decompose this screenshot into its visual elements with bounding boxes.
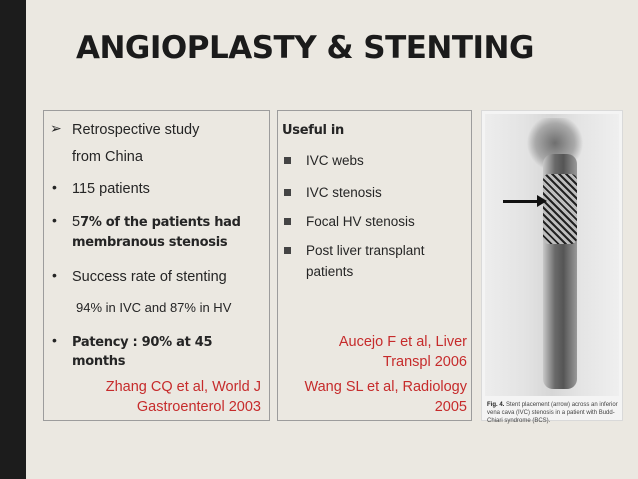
useful-in-heading: Useful in <box>282 123 345 138</box>
success-rate-text: Success rate of stenting <box>72 269 227 285</box>
square-bullet-icon <box>284 189 291 196</box>
left-content-box <box>43 110 270 421</box>
square-bullet-icon <box>284 247 291 254</box>
left-accent-bar <box>0 0 26 479</box>
square-bullet-icon <box>284 218 291 225</box>
bullet-icon: • <box>52 212 57 228</box>
patients-count-text: 115 patients <box>72 181 150 197</box>
aucejo-reference: Aucejo F et al, Liver <box>338 334 467 350</box>
wang-reference: Wang SL et al, Radiology <box>304 379 467 395</box>
zhang-reference: Zhang CQ et al, World J <box>105 379 261 395</box>
useful-item: Focal HV stenosis <box>306 214 415 229</box>
arrow-icon <box>503 200 539 203</box>
zhang-reference-cont: Gastroenterol 2003 <box>136 399 261 415</box>
useful-item: Post liver transplant <box>306 243 425 258</box>
bullet-icon: • <box>52 332 57 348</box>
retrospective-text-cont: from China <box>72 149 143 165</box>
membranous-stenosis-text: 57% of the patients had <box>72 214 241 230</box>
venogram-figure <box>481 110 623 424</box>
slide-title: ANGIOPLASTY & STENTING <box>76 30 534 66</box>
square-bullet-icon <box>284 157 291 164</box>
bullet-icon: • <box>52 267 57 283</box>
useful-item: IVC webs <box>306 153 364 168</box>
venogram-image <box>485 114 619 396</box>
useful-item: IVC stenosis <box>306 185 382 200</box>
retrospective-text: Retrospective study <box>72 122 200 138</box>
arrow-bullet-icon: ➢ <box>50 120 62 136</box>
aucejo-reference-cont: Transpl 2006 <box>382 354 467 370</box>
figure-caption: Fig. 4. Stent placement (arrow) across an inferior vena cava (IVC) stenosis in a patient with Budd-Chiari syndrome (BCS). <box>487 402 618 424</box>
useful-item-cont: patients <box>306 264 354 279</box>
success-rate-detail: 94% in IVC and 87% in HV <box>76 300 232 315</box>
stent-graphic <box>543 174 577 244</box>
wang-reference-cont: 2005 <box>434 399 467 415</box>
patency-text-cont: months <box>72 354 126 369</box>
patency-text: Patency : 90% at 45 <box>72 335 213 350</box>
useful-in-box <box>277 110 472 421</box>
bullet-icon: • <box>52 179 57 195</box>
membranous-stenosis-text-cont: membranous stenosis <box>72 235 228 250</box>
